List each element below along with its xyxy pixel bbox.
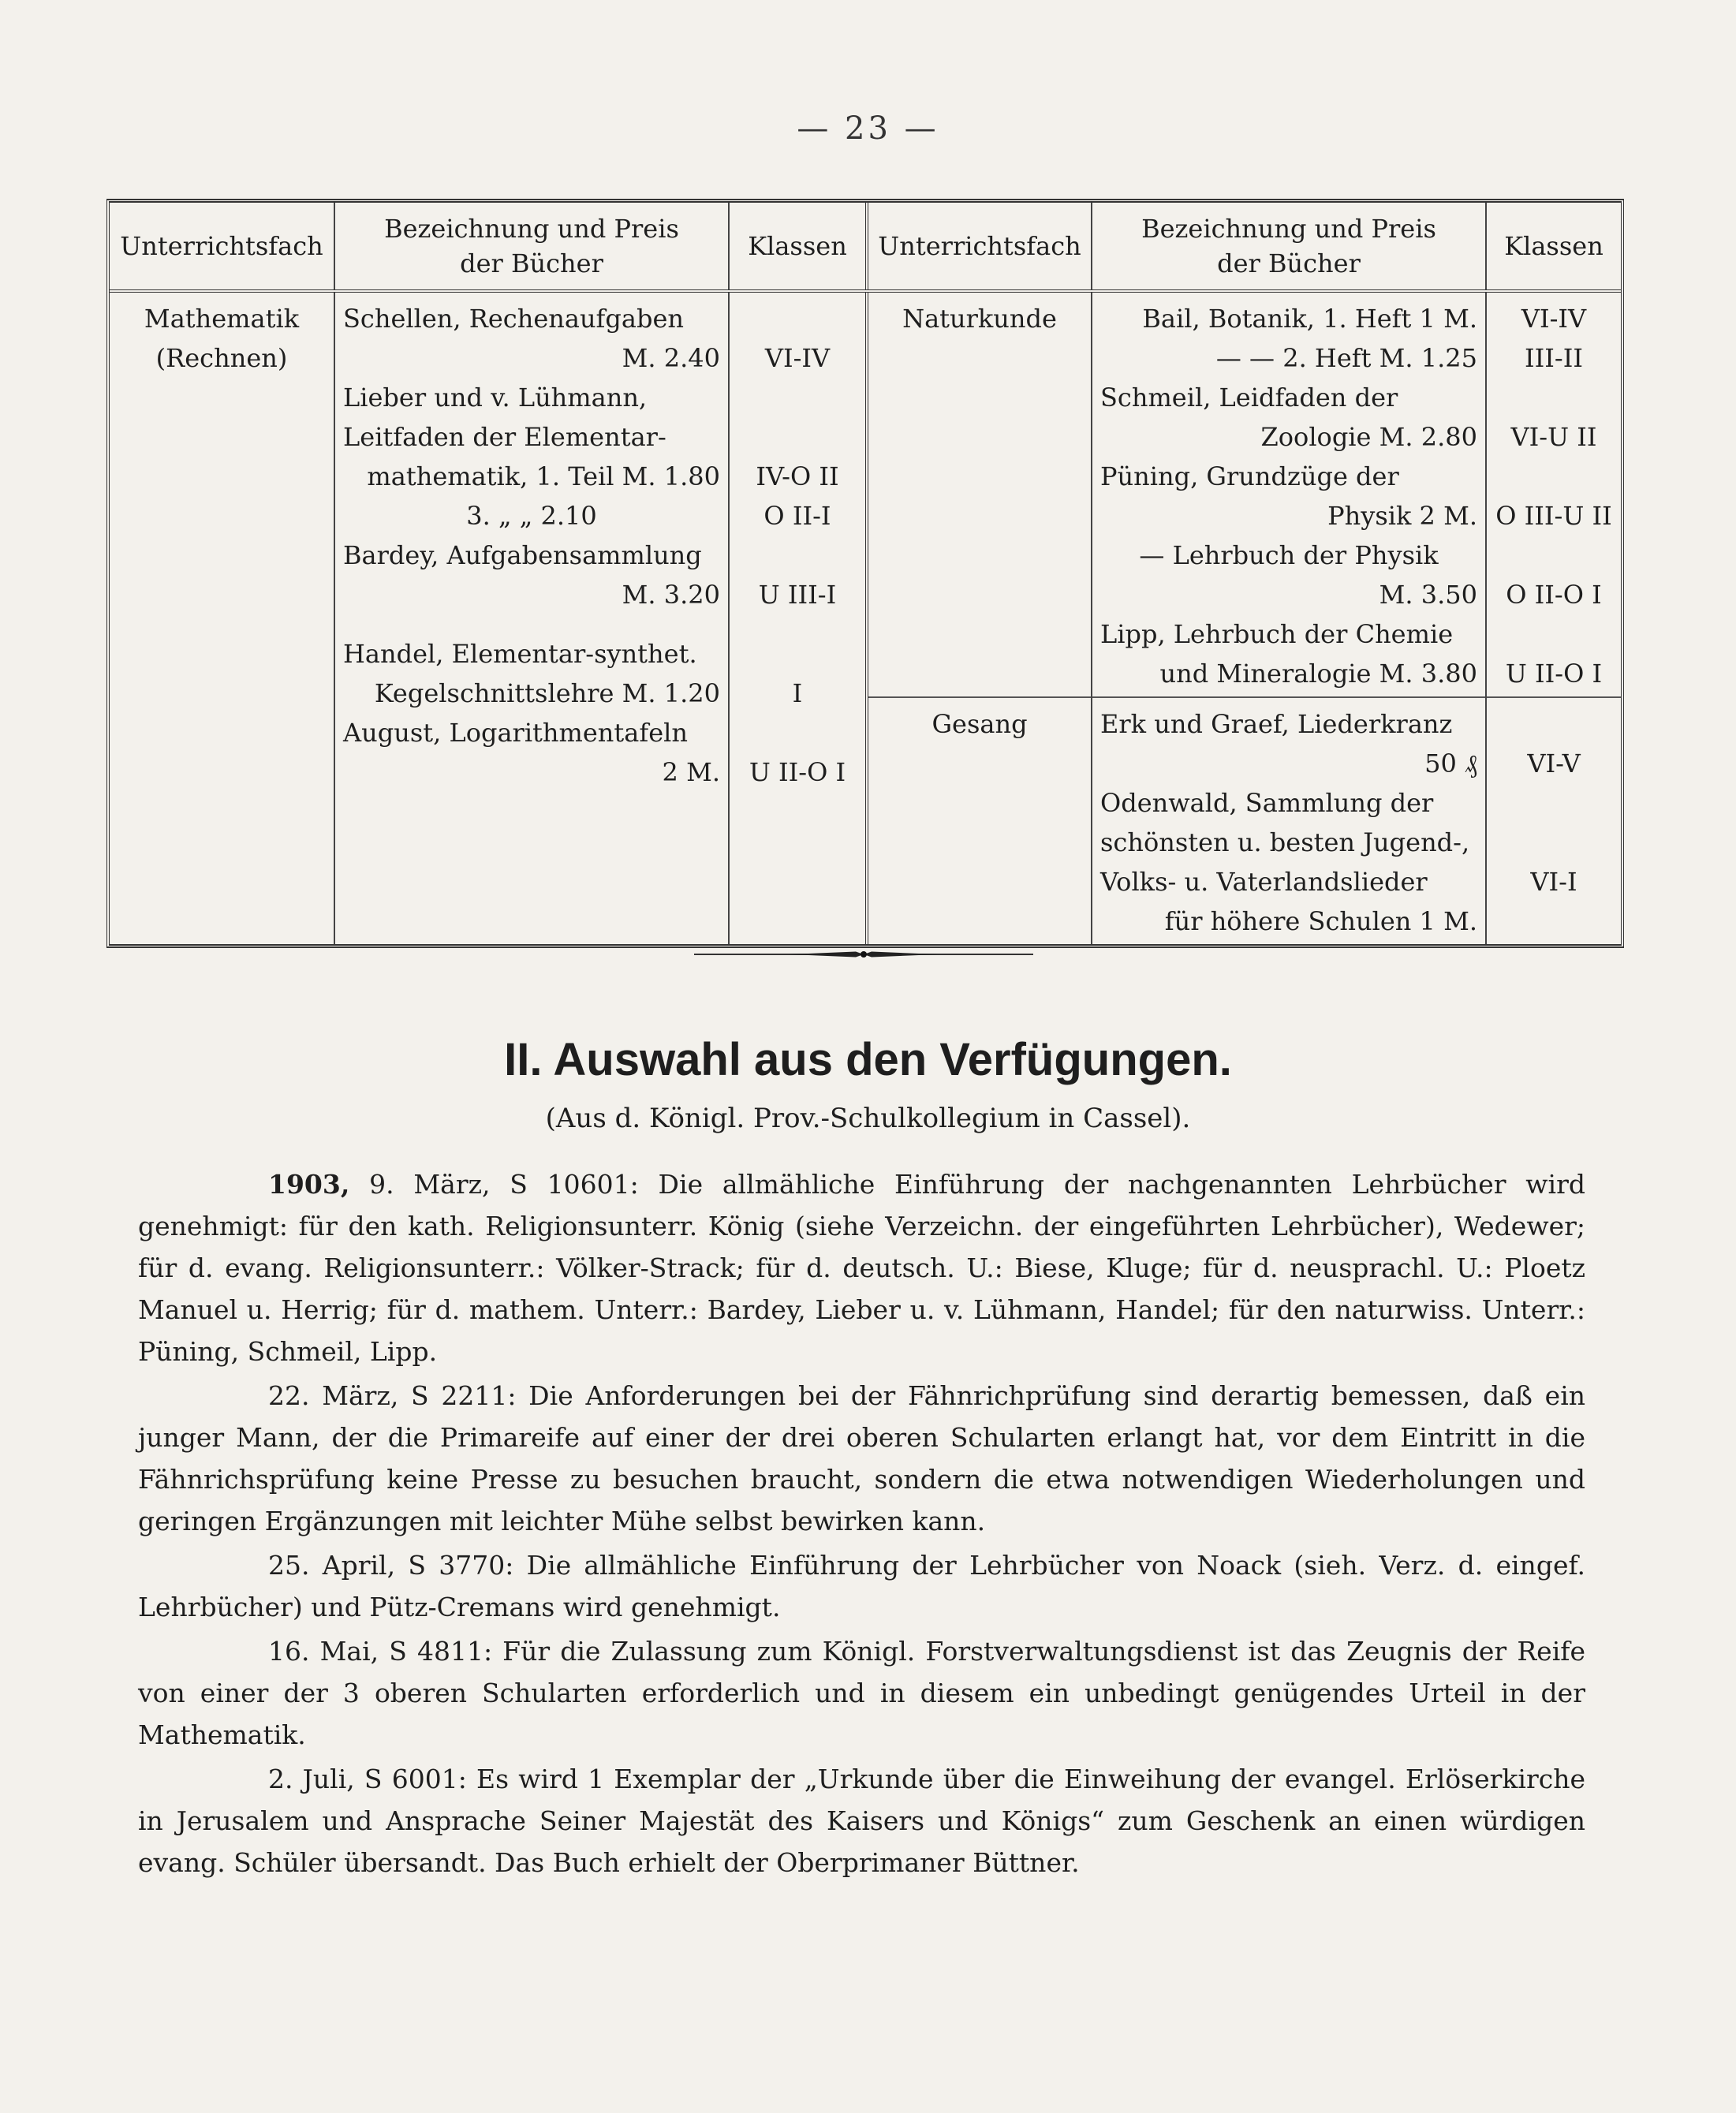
- book-line: Physik 2 M.: [1327, 501, 1477, 531]
- book-line: Kegelschnittslehre M. 1.20: [374, 678, 720, 708]
- book-line: August, Logarithmentafeln: [343, 718, 688, 748]
- book-line: Schmeil, Leidfaden der: [1100, 383, 1398, 413]
- paragraph: 16. Mai, S 4811: Für die Zulassung zum Königl. Forstverwaltungsdienst ist das Zeugnis der Reife von einer der 3 oberen Schularten erforderlich und in diesem ein unbedingt genügendes Urteil in der Mathematik.: [138, 1636, 1585, 1750]
- header-books-line2: der Bücher: [460, 248, 603, 278]
- paragraph: 22. März, S 2211: Die Anforderungen bei der Fähnrichprüfung sind derartig bemessen, daß ein junger Mann, der die Primareife auf einer der drei oberen Schularten erlangt hat, vor dem Eintritt in die Fähnrichsprüfung keine Presse zu besuchen braucht, sondern die etwa notwendigen Wiederholungen und geringen Ergänzungen mit leichter Mühe selbst bewirken kann.: [138, 1380, 1585, 1536]
- book-line: M. 3.50: [1379, 580, 1477, 610]
- header-classes-left: Klassen: [729, 203, 867, 291]
- paragraph-text: 9. März, S 10601: Die allmähliche Einführung der nachgenannten Lehrbücher wird genehmigt: für den kath. Religionsunterr. König (siehe Verzeichn. der eingeführten Lehrbücher), Wedewer; für d. evang. Religionsunterr.: Völker-Strack; für d. deutsch. U.: Biese, Kluge; für d. neusprachl. U.: Ploetz Manuel u. Herrig; für d. mathem. Unterr.: Bardey, Lieber u. v. Lühmann, Handel; für den naturwiss. Unterr.: Püning, Schmeil, Lipp.: [138, 1169, 1585, 1367]
- book-line: Lieber und v. Lühmann,: [343, 383, 648, 413]
- table-header-row: [110, 203, 1621, 291]
- book-line: Püning, Grundzüge der: [1100, 461, 1399, 491]
- header-books-right: [1092, 203, 1486, 291]
- books-gesang: [1092, 697, 1486, 944]
- book-line: — — 2. Heft M. 1.25: [1215, 343, 1477, 373]
- subject-line: Mathematik: [144, 304, 300, 334]
- class-value: VI-IV: [1521, 304, 1587, 334]
- paragraph-year: 1903,: [268, 1169, 350, 1200]
- section-subtitle: (Aus d. Königl. Prov.-Schulkollegium in Cassel).: [545, 1103, 1191, 1134]
- section-title: II. Auswahl aus den Verfügungen.: [504, 1034, 1232, 1085]
- book-line: Leitfaden der Elementar-: [343, 422, 666, 452]
- class-value: III-II: [1524, 343, 1583, 373]
- book-line: Schellen, Rechenaufgaben: [343, 304, 684, 334]
- class-value: VI-U II: [1510, 422, 1597, 452]
- book-line: Handel, Elementar-synthet.: [343, 639, 697, 669]
- paragraph: [138, 1163, 1585, 1372]
- header-books-left: [334, 203, 729, 291]
- decrees-text: [138, 1163, 1585, 1883]
- subject-line: (Rechnen): [155, 343, 288, 373]
- class-value: IV-O II: [756, 461, 839, 491]
- classes-naturkunde: [1486, 291, 1621, 697]
- class-value: VI-I: [1530, 867, 1577, 897]
- classes-gesang: [1486, 697, 1621, 944]
- book-line: 2 M.: [662, 757, 720, 787]
- book-line: Bail, Botanik, 1. Heft 1 M.: [1142, 304, 1477, 334]
- ornamental-divider: [694, 951, 1033, 958]
- book-line: M. 3.20: [622, 580, 720, 610]
- book-line: M. 2.40: [622, 343, 720, 373]
- book-line: Volks- u. Vaterlandslieder: [1100, 867, 1428, 897]
- paragraph: 2. Juli, S 6001: Es wird 1 Exemplar der „Urkunde über die Einweihung der evangel. Erlöserkirche in Jerusalem und Ansprache Seiner Majestät des Kaisers und Königs“ zum Geschenk an einen würdigen evang. Schüler übersandt. Das Buch erhielt der Oberprimaner Büttner.: [138, 1764, 1585, 1878]
- book-line: mathematik, 1. Teil M. 1.80: [367, 461, 720, 491]
- header-subject-left: Unterrichtsfach: [110, 203, 334, 291]
- subject-gesang: Gesang: [867, 697, 1092, 944]
- header-books-line2: der Bücher: [1217, 248, 1361, 278]
- book-line: Lipp, Lehrbuch der Chemie: [1100, 619, 1454, 649]
- book-line: 3. „ „ 2.10: [466, 501, 597, 531]
- subject-naturkunde: Naturkunde: [867, 291, 1092, 697]
- header-classes-right: Klassen: [1486, 203, 1621, 291]
- header-books-line1: Bezeichnung und Preis: [384, 214, 679, 244]
- book-line: — Lehrbuch der Physik: [1139, 540, 1439, 570]
- header-subject-right: Unterrichtsfach: [867, 203, 1092, 291]
- class-value: VI-IV: [764, 343, 831, 373]
- table-row: [110, 291, 1621, 697]
- class-value: O II-O I: [1506, 580, 1602, 610]
- book-line: für höhere Schulen 1 M.: [1164, 906, 1477, 936]
- class-value: U II-O I: [749, 757, 846, 787]
- class-value: O III-U II: [1495, 501, 1612, 531]
- class-value: I: [792, 678, 803, 708]
- header-books-line1: Bezeichnung und Preis: [1141, 214, 1436, 244]
- book-line: 50 ₰: [1424, 749, 1477, 778]
- book-line: Bardey, Aufgabensammlung: [343, 540, 702, 570]
- paragraph: 25. April, S 3770: Die allmähliche Einführung der Lehrbücher von Noack (sieh. Verz. d. eingef. Lehrbücher) und Pütz-Cremans wird genehmigt.: [138, 1550, 1585, 1622]
- class-value: O II-I: [763, 501, 831, 531]
- book-line: Zoologie M. 2.80: [1260, 422, 1477, 452]
- books-naturkunde: [1092, 291, 1486, 697]
- page-number: — 23 —: [797, 110, 939, 147]
- class-value: U II-O I: [1505, 659, 1603, 689]
- book-line: Odenwald, Sammlung der: [1100, 788, 1434, 818]
- class-value: U III-I: [758, 580, 837, 610]
- textbook-table: [106, 199, 1624, 948]
- class-value: VI-V: [1527, 749, 1581, 778]
- classes-mathematik: [729, 291, 867, 944]
- book-line: schönsten u. besten Jugend-,: [1100, 827, 1470, 857]
- subject-mathematik: [110, 291, 334, 944]
- book-line: Erk und Graef, Liederkranz: [1100, 709, 1453, 739]
- book-line: und Mineralogie M. 3.80: [1159, 659, 1477, 689]
- books-mathematik: [334, 291, 729, 944]
